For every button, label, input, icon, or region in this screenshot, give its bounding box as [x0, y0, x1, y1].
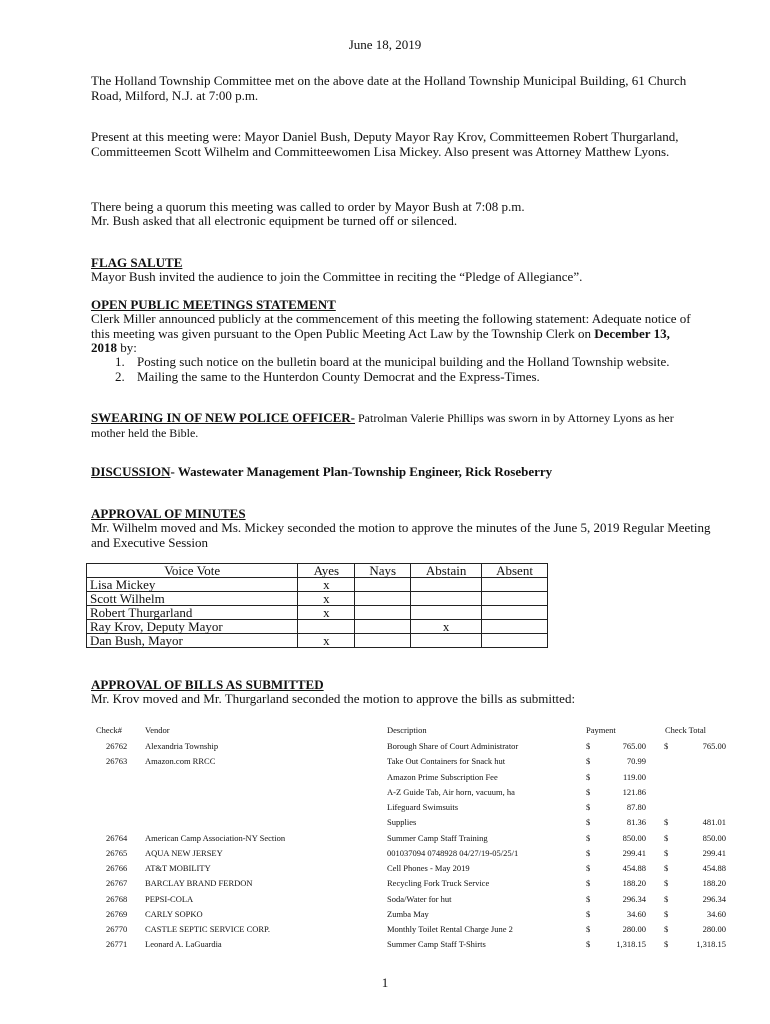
- minutes-heading: APPROVAL OF MINUTES: [91, 506, 246, 521]
- check-number: 26766: [106, 863, 128, 873]
- swearing-in-text: Patrolman Valerie Phillips was sworn in by Attorney Lyons as her mother held the Bible.: [91, 411, 674, 440]
- payment-currency: $: [586, 741, 591, 751]
- discussion-paragraph: [91, 465, 711, 480]
- payment-currency: $: [586, 939, 591, 950]
- payment-amount: 188.20: [622, 878, 646, 889]
- table-row: [87, 634, 548, 648]
- table-row: [87, 620, 548, 634]
- vote-abstain: [411, 592, 482, 606]
- bill-description: Lifeguard Swimsuits: [387, 802, 459, 812]
- member-name: Dan Bush, Mayor: [87, 634, 298, 648]
- check-total-amount: 765.00: [702, 741, 726, 751]
- payment-amount: 280.00: [622, 924, 646, 934]
- bill-description: Borough Share of Court Administrator: [387, 741, 519, 751]
- bill-description: Recycling Fork Truck Service: [387, 878, 490, 889]
- attendance-paragraph: Present at this meeting were: Mayor Daniel Bush, Deputy Mayor Ray Krov, Committeemen Robert Thurgarland, Committeemen Scott Wilhelm and Committeewomen Lisa Mickey. Also present was Attorney Matthew Lyons.: [91, 129, 679, 159]
- list-item-text: Mailing the same to the Hunterdon County Democrat and the Express-Times.: [137, 368, 540, 384]
- vendor-name: AQUA NEW JERSEY: [145, 847, 223, 858]
- check-total-amount: 280.00: [702, 924, 726, 934]
- payment-currency: $: [586, 817, 591, 828]
- vote-absent: [482, 620, 548, 634]
- bill-row: [0, 924, 770, 936]
- list-item-number: 2.: [115, 368, 125, 384]
- vendor-name: CARLY SOPKO: [145, 908, 203, 919]
- member-name: Lisa Mickey: [87, 578, 298, 592]
- bill-row: [0, 848, 770, 860]
- check-number: 26767: [106, 878, 128, 889]
- bill-description: Soda/Water for hut: [387, 893, 452, 904]
- opma-heading: OPEN PUBLIC MEETINGS STATEMENT: [91, 297, 336, 312]
- check-number: 26764: [106, 832, 128, 843]
- vendor-name: American Camp Association-NY Section: [145, 832, 286, 843]
- vote-absent: [482, 578, 548, 592]
- bill-row: [0, 833, 770, 845]
- bill-description: Supplies: [387, 817, 417, 828]
- flag-salute-heading: FLAG SALUTE: [91, 255, 183, 270]
- vendor-name: Leonard A. LaGuardia: [145, 939, 222, 950]
- payment-amount: 87.80: [626, 802, 646, 812]
- check-total-amount: 188.20: [702, 878, 726, 889]
- discussion-heading: DISCUSSION: [91, 464, 171, 479]
- check-total-amount: 1,318.15: [696, 939, 726, 950]
- vendor-name: AT&T MOBILITY: [145, 863, 211, 873]
- bill-row: [0, 894, 770, 906]
- check-number: 26768: [106, 893, 128, 904]
- bill-row: [0, 772, 770, 784]
- meeting-date: June 18, 2019: [348, 37, 422, 52]
- payment-amount: 70.99: [626, 756, 646, 767]
- voice-vote-table: [86, 563, 548, 648]
- bill-row: [0, 878, 770, 890]
- payment-currency: $: [586, 893, 591, 904]
- bill-description: 001037094 0748928 04/27/19-05/25/1: [387, 847, 519, 858]
- payment-amount: 34.60: [626, 908, 646, 919]
- check-number: 26763: [106, 756, 128, 767]
- column-header: Absent: [482, 564, 548, 578]
- description-header: Description: [387, 725, 427, 735]
- vote-ayes: x: [298, 592, 355, 606]
- payment-currency: $: [586, 786, 591, 797]
- total-currency: $: [664, 817, 669, 828]
- vote-absent: [482, 634, 548, 648]
- vote-nays: [355, 606, 411, 620]
- payment-currency: $: [586, 878, 591, 889]
- bill-row: [0, 817, 770, 829]
- opma-text-a: Clerk Miller announced publicly at the commencement of this meeting the following statement: Adequate notice of this meeting was given pursuant to the Open Public Meeting Act Law by the Township Clerk on: [91, 311, 691, 341]
- check-total-amount: 34.60: [706, 908, 726, 919]
- bill-row: [0, 741, 770, 753]
- vote-absent: [482, 592, 548, 606]
- vote-ayes: x: [298, 634, 355, 648]
- payment-currency: $: [586, 847, 591, 858]
- bill-description: A-Z Guide Tab, Air horn, vacuum, ha: [387, 786, 515, 797]
- opma-notice-date: December 13, 2018: [91, 325, 670, 355]
- payment-currency: $: [586, 771, 591, 782]
- vote-ayes: x: [298, 606, 355, 620]
- check-number: 26770: [106, 924, 128, 934]
- payment-header: Payment: [586, 725, 616, 735]
- check-total-amount: 454.88: [702, 863, 726, 873]
- payment-amount: 850.00: [622, 832, 646, 843]
- quorum-line: There being a quorum this meeting was called to order by Mayor Bush at 7:08 p.m.: [91, 199, 525, 214]
- payment-amount: 121.86: [622, 786, 646, 797]
- flag-salute-text: Mayor Bush invited the audience to join the Committee in reciting the “Pledge of Allegiance”.: [91, 269, 583, 284]
- list-item: [91, 355, 711, 370]
- electronics-line: Mr. Bush asked that all electronic equipment be turned off or silenced.: [91, 213, 458, 228]
- check-total-amount: 296.34: [702, 893, 726, 904]
- list-item: [91, 370, 711, 385]
- check-total-header: Check Total: [665, 725, 707, 735]
- bill-row: [0, 756, 770, 768]
- column-header: Abstain: [411, 564, 482, 578]
- check-total-amount: 850.00: [702, 832, 726, 843]
- bills-header-row: [0, 725, 770, 737]
- payment-currency: $: [586, 924, 591, 934]
- bills-motion: Mr. Krov moved and Mr. Thurgarland seconded the motion to approve the bills as submitted:: [91, 691, 576, 706]
- bill-description: Amazon Prime Subscription Fee: [387, 771, 498, 782]
- payment-amount: 299.41: [622, 847, 646, 858]
- check-number: 26765: [106, 847, 128, 858]
- bill-row: [0, 802, 770, 814]
- vote-abstain: x: [411, 620, 482, 634]
- vote-absent: [482, 606, 548, 620]
- opma-statement: [91, 312, 699, 356]
- bill-description: Zumba May: [387, 908, 429, 919]
- vote-ayes: [298, 620, 355, 634]
- total-currency: $: [664, 863, 669, 873]
- table-row: [87, 606, 548, 620]
- payment-amount: 454.88: [622, 863, 646, 873]
- payment-amount: 81.36: [626, 817, 646, 828]
- list-item-text: Posting such notice on the bulletin board at the municipal building and the Holland Township website.: [137, 354, 670, 369]
- payment-currency: $: [586, 863, 591, 873]
- check-total-amount: 299.41: [702, 847, 726, 858]
- vendor-name: PEPSI-COLA: [145, 893, 194, 904]
- vote-abstain: [411, 606, 482, 620]
- bill-row: [0, 787, 770, 799]
- bill-row: [0, 939, 770, 951]
- vendor-name: BARCLAY BRAND FERDON: [145, 878, 253, 889]
- total-currency: $: [664, 939, 669, 950]
- payment-amount: 765.00: [622, 741, 646, 751]
- column-header: Nays: [355, 564, 411, 578]
- bill-description: Summer Camp Staff Training: [387, 832, 488, 843]
- bills-table: [0, 725, 770, 960]
- vote-abstain: [411, 634, 482, 648]
- check-total-amount: 481.01: [702, 817, 726, 828]
- swearing-in-paragraph: [91, 411, 706, 440]
- payment-amount: 119.00: [622, 771, 646, 782]
- column-header: Ayes: [298, 564, 355, 578]
- bill-description: Take Out Containers for Snack hut: [387, 756, 506, 767]
- payment-currency: $: [586, 802, 591, 812]
- total-currency: $: [664, 893, 669, 904]
- total-currency: $: [664, 847, 669, 858]
- column-header: Voice Vote: [87, 564, 298, 578]
- opma-text-b: by:: [117, 340, 137, 355]
- check-number-header: Check#: [96, 725, 122, 735]
- payment-currency: $: [586, 832, 591, 843]
- payment-currency: $: [586, 908, 591, 919]
- check-number: 26769: [106, 908, 128, 919]
- bill-description: Summer Camp Staff T-Shirts: [387, 939, 486, 950]
- table-header-row: [87, 564, 548, 578]
- member-name: Robert Thurgarland: [87, 606, 298, 620]
- payment-amount: 296.34: [622, 893, 646, 904]
- list-item-number: 1.: [115, 354, 125, 369]
- vote-nays: [355, 620, 411, 634]
- intro-paragraph: The Holland Township Committee met on the above date at the Holland Township Municipal Building, 61 Church Road, Milford, N.J. at 7:00 p.m.: [91, 73, 687, 103]
- total-currency: $: [664, 741, 669, 751]
- member-name: Scott Wilhelm: [87, 592, 298, 606]
- vote-nays: [355, 578, 411, 592]
- page-number: 1: [381, 975, 389, 990]
- vote-abstain: [411, 578, 482, 592]
- payment-currency: $: [586, 756, 591, 767]
- payment-amount: 1,318.15: [616, 939, 646, 950]
- swearing-in-heading: SWEARING IN OF NEW POLICE OFFICER-: [91, 410, 355, 425]
- notice-list: [91, 355, 711, 384]
- check-number: 26771: [106, 939, 128, 950]
- total-currency: $: [664, 908, 669, 919]
- check-number: 26762: [106, 741, 128, 751]
- vote-nays: [355, 634, 411, 648]
- bill-description: Cell Phones - May 2019: [387, 863, 470, 873]
- vote-ayes: x: [298, 578, 355, 592]
- bill-description: Monthly Toilet Rental Charge June 2: [387, 924, 513, 934]
- total-currency: $: [664, 924, 669, 934]
- total-currency: $: [664, 878, 669, 889]
- discussion-text: - Wastewater Management Plan-Township Engineer, Rick Roseberry: [170, 464, 553, 479]
- vote-nays: [355, 592, 411, 606]
- member-name: Ray Krov, Deputy Mayor: [87, 620, 298, 634]
- total-currency: $: [664, 832, 669, 843]
- minutes-motion: Mr. Wilhelm moved and Ms. Mickey seconded the motion to approve the minutes of the June 5, 2019 Regular Meeting and Executive Session: [91, 520, 711, 550]
- vendor-name: Alexandria Township: [145, 741, 219, 751]
- vendor-name: Amazon.com RRCC: [145, 756, 216, 767]
- vendor-header: Vendor: [145, 725, 170, 735]
- bill-row: [0, 863, 770, 875]
- bills-heading: APPROVAL OF BILLS AS SUBMITTED: [91, 677, 324, 692]
- table-row: [87, 592, 548, 606]
- table-row: [87, 578, 548, 592]
- vendor-name: CASTLE SEPTIC SERVICE CORP.: [145, 924, 270, 934]
- bill-row: [0, 909, 770, 921]
